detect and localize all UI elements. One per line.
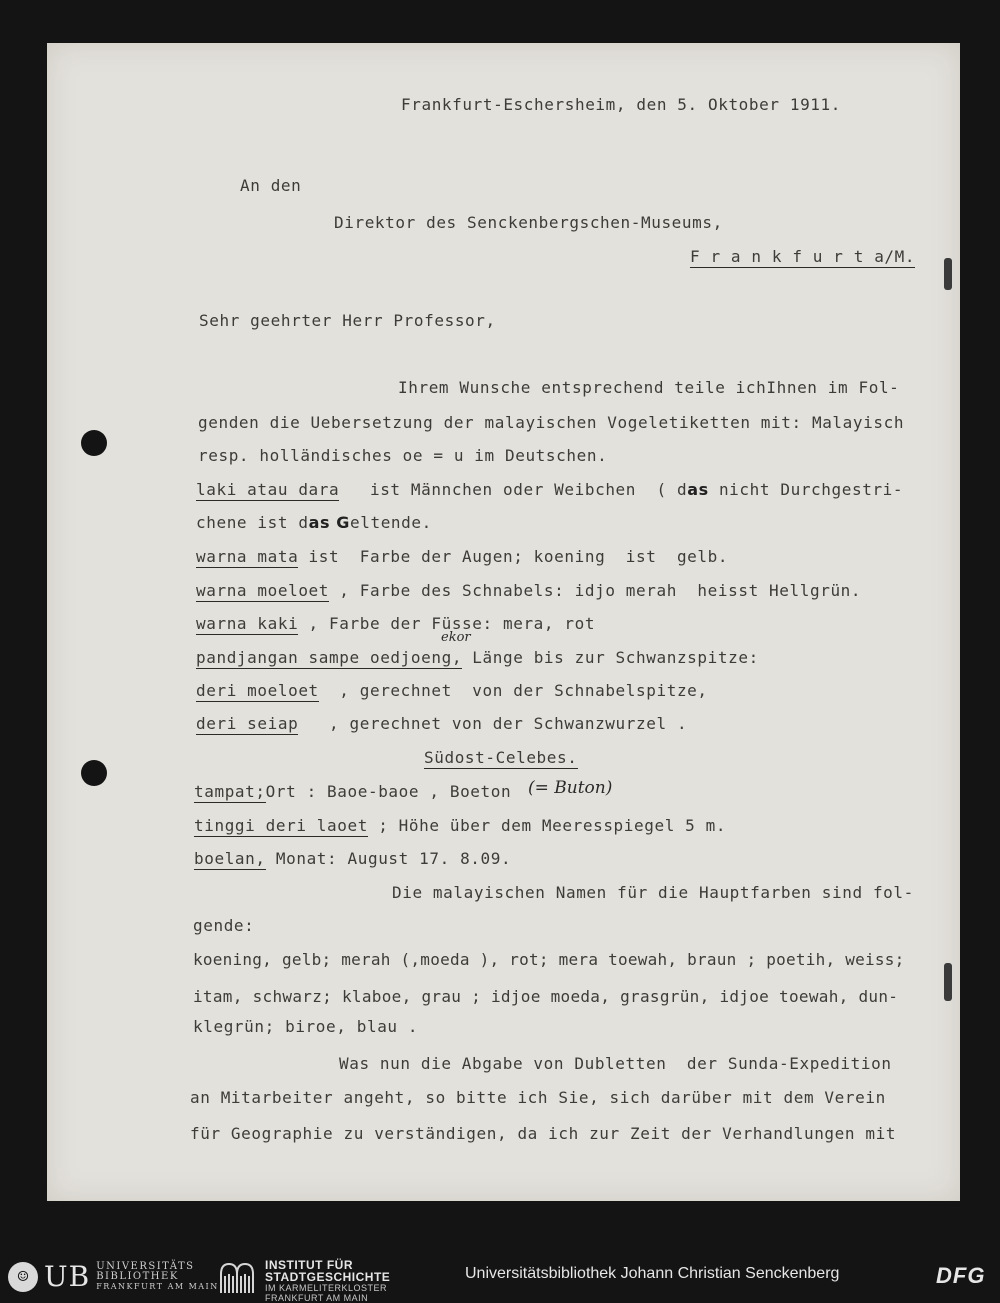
row-tinggi: [194, 816, 726, 836]
heading-text: Südost-Celebes.: [424, 748, 578, 767]
paragraph-3-line-2: an Mitarbeiter angeht, so bitte ich Sie, sich darüber mit dem Verein: [190, 1088, 886, 1107]
footer-bar: [0, 1252, 1000, 1303]
row-warna-kaki: [196, 614, 595, 634]
dfg-logo[interactable]: DFG: [936, 1263, 986, 1288]
term: laki atau dara: [196, 480, 340, 499]
handwritten-correction: as: [687, 480, 709, 499]
text: ist Männchen oder Weibchen ( d: [369, 480, 688, 499]
page-tab-bottom: [944, 963, 952, 1001]
isg-line-2: STADTGESCHICHTE: [265, 1270, 391, 1284]
term: warna moeloet: [196, 581, 330, 600]
paragraph-1-line-1: Ihrem Wunsche entsprechend teile ichIhnen im Fol-: [398, 378, 900, 397]
salutation: Sehr geehrter Herr Professor,: [199, 311, 496, 330]
text: , Farbe des Schnabels: idjo merah heisst Hellgrün.: [329, 581, 862, 600]
term: boelan,: [194, 849, 266, 868]
text: ist Farbe der Augen; koening ist gelb.: [298, 547, 729, 566]
address-line-2: Direktor des Senckenbergschen-Museums,: [334, 213, 723, 232]
term: warna mata: [196, 547, 299, 566]
ub-name: [96, 1262, 219, 1292]
row-pandjangan: [196, 648, 759, 668]
paragraph-2-line-5: klegrün; biroe, blau .: [193, 1017, 419, 1036]
text: chene ist d: [196, 513, 309, 532]
date-line: Frankfurt-Eschersheim, den 5. Oktober 1911.: [401, 95, 842, 114]
row-deri-moeloet: [196, 681, 708, 701]
text: , Farbe der Füsse: mera, rot: [298, 614, 596, 633]
isg-text: [265, 1259, 390, 1303]
row-warna-moeloet: [196, 581, 861, 601]
term: tinggi deri laoet: [194, 816, 368, 835]
handwritten-correction: as G: [308, 513, 350, 532]
paragraph-3-line-3: für Geographie zu verständigen, da ich zur Zeit der Verhandlungen mit: [190, 1124, 897, 1143]
paragraph-2-line-4: itam, schwarz; klaboe, grau ; idjoe moeda, grasgrün, idjoe toewah, dun-: [193, 987, 899, 1006]
text: , gerechnet von der Schnabelspitze,: [318, 681, 708, 700]
address-city: F r a n k f u r t a/M.: [690, 247, 916, 266]
text: , gerechnet von der Schwanzwurzel .: [298, 714, 688, 733]
text: eltende.: [350, 513, 432, 532]
ub-line-1: UNIVERSITÄTS: [96, 1261, 195, 1272]
footer-library-name[interactable]: Universitätsbibliothek Johann Christian Senckenberg: [465, 1265, 840, 1282]
page-tab-top: [944, 258, 952, 290]
paragraph-1-line-3: resp. holländisches oe = u im Deutschen.: [198, 446, 608, 465]
row-deri-seiap: [196, 714, 687, 734]
address-line-3: [690, 247, 915, 267]
term: deri moeloet: [196, 681, 319, 700]
row-laki-continued: [196, 513, 432, 533]
ub-line-3: FRANKFURT AM MAIN: [96, 1282, 219, 1291]
term: tampat;: [194, 782, 266, 801]
term: deri seiap: [196, 714, 299, 733]
row-laki-atau-dara: [196, 480, 903, 500]
text: Monat: August 17. 8.09.: [265, 849, 512, 868]
term: pandjangan sampe oedjoeng,: [196, 648, 463, 667]
handwritten-buton: (= Buton): [528, 778, 613, 798]
paragraph-1-line-2: genden die Uebersetzung der malayischen Vogeletiketten mit: Malayisch: [198, 413, 905, 432]
text: nicht Durchgestri-: [708, 480, 904, 499]
ub-letters: UB: [44, 1260, 91, 1293]
isg-line-1: INSTITUT FÜR: [265, 1258, 353, 1272]
ub-logo[interactable]: [8, 1262, 219, 1292]
text: Ort : Baoe-baoe , Boeton: [265, 782, 512, 801]
paragraph-2-line-3: koening, gelb; merah (,moeda ), rot; mera toewah, braun ; poetih, weiss;: [193, 950, 905, 969]
handwritten-ekor: ekor: [441, 630, 471, 645]
text: Länge bis zur Schwanzspitze:: [462, 648, 759, 667]
punch-hole-top: [81, 430, 107, 456]
section-heading: [424, 748, 578, 768]
term: warna kaki: [196, 614, 299, 633]
ub-line-2: BIBLIOTHEK: [96, 1271, 179, 1282]
row-warna-mata: [196, 547, 728, 567]
paragraph-2-line-2: gende:: [193, 916, 255, 935]
paragraph-2-line-1: Die malayischen Namen für die Hauptfarben sind fol-: [392, 883, 914, 902]
text: ; Höhe über dem Meeresspiegel 5 m.: [367, 816, 727, 835]
row-tampat: [194, 782, 511, 802]
address-line-1: An den: [240, 176, 302, 195]
isg-line-3: IM KARMELITERKLOSTER: [265, 1283, 388, 1293]
isg-line-4: FRANKFURT AM MAIN: [265, 1293, 369, 1303]
ub-portrait-icon: ☺: [8, 1262, 38, 1292]
paragraph-3-line-1: Was nun die Abgabe von Dubletten der Sunda-Expedition: [339, 1054, 892, 1073]
row-boelan: [194, 849, 511, 869]
isg-arches-icon[interactable]: [217, 1260, 257, 1294]
punch-hole-bottom: [81, 760, 107, 786]
